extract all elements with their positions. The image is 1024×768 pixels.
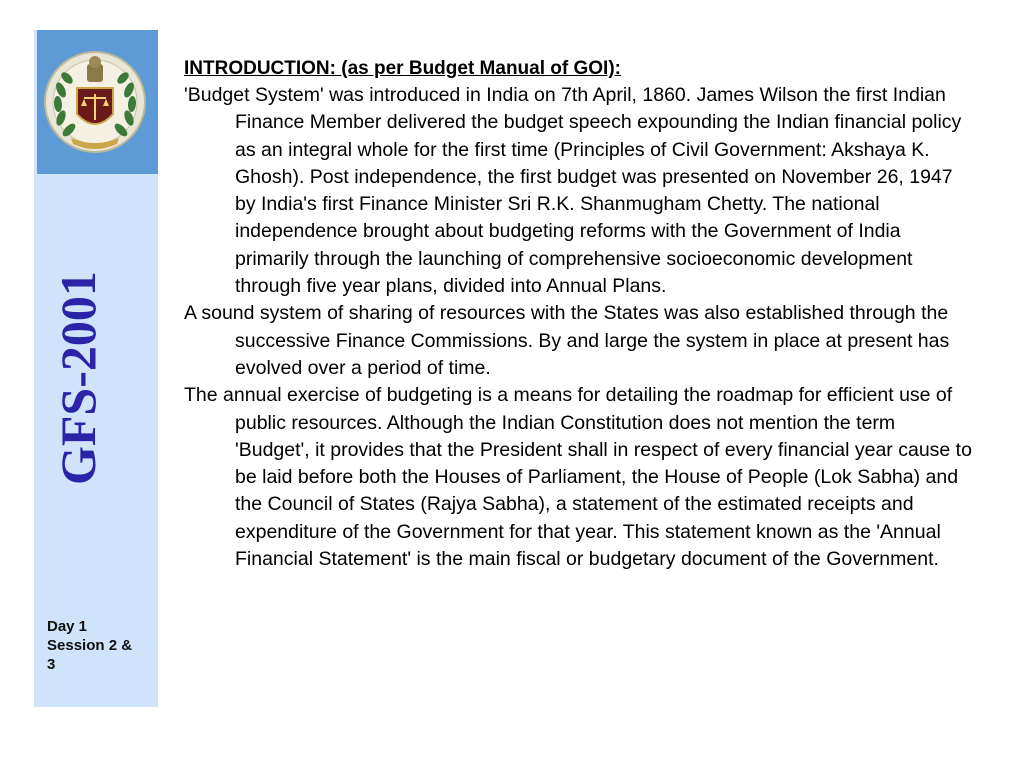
session-label-line-3: 3 bbox=[47, 656, 56, 673]
logo-panel bbox=[37, 30, 158, 174]
main-content bbox=[184, 55, 974, 573]
paragraph-3: The annual exercise of budgeting is a means for detailing the roadmap for efficient use of public resources. Although the Indian Constitution does not mention the term 'Budget', it provides that the President shall in respect of every financial year cause to be laid before both the Houses of Parliament, the House of People (Lok Sabha) and the Council of States (Rajya Sabha), a statement of the estimated receipts and expenditure of the Government for that year. This statement known as the 'Annual Financial Statement' is the main fiscal or budgetary document of the Government. bbox=[184, 384, 972, 571]
session-label bbox=[47, 617, 157, 674]
emblem-icon bbox=[37, 30, 158, 174]
paragraph-2: A sound system of sharing of resources with the States was also established through the successive Finance Commissions. By and large the system in place at present has evolved over a period of time. bbox=[184, 302, 950, 379]
session-label-line-1: Day 1 bbox=[47, 618, 88, 635]
paragraph-1: 'Budget System' was introduced in India on 7th April, 1860. James Wilson the first Indian Finance Member delivered the budget speech expounding the Indian financial policy as an integral whole for the first time (Principles of Civil Government: Akshaya K. Ghosh). Post independence, the first budget was presented on November 26, 1947 by India's first Finance Minister Sri R.K. Shanmugham Chetty. The national independence brought about budgeting reforms with the Government of India primarily through the launching of comprehensive socioeconomic development through five year plans, divided into Annual Plans. bbox=[184, 84, 962, 298]
session-label-line-2: Session 2 & bbox=[47, 637, 133, 654]
section-heading: INTRODUCTION: (as per Budget Manual of GOI): bbox=[184, 58, 621, 79]
vertical-title: GFS-2001 bbox=[50, 271, 106, 485]
